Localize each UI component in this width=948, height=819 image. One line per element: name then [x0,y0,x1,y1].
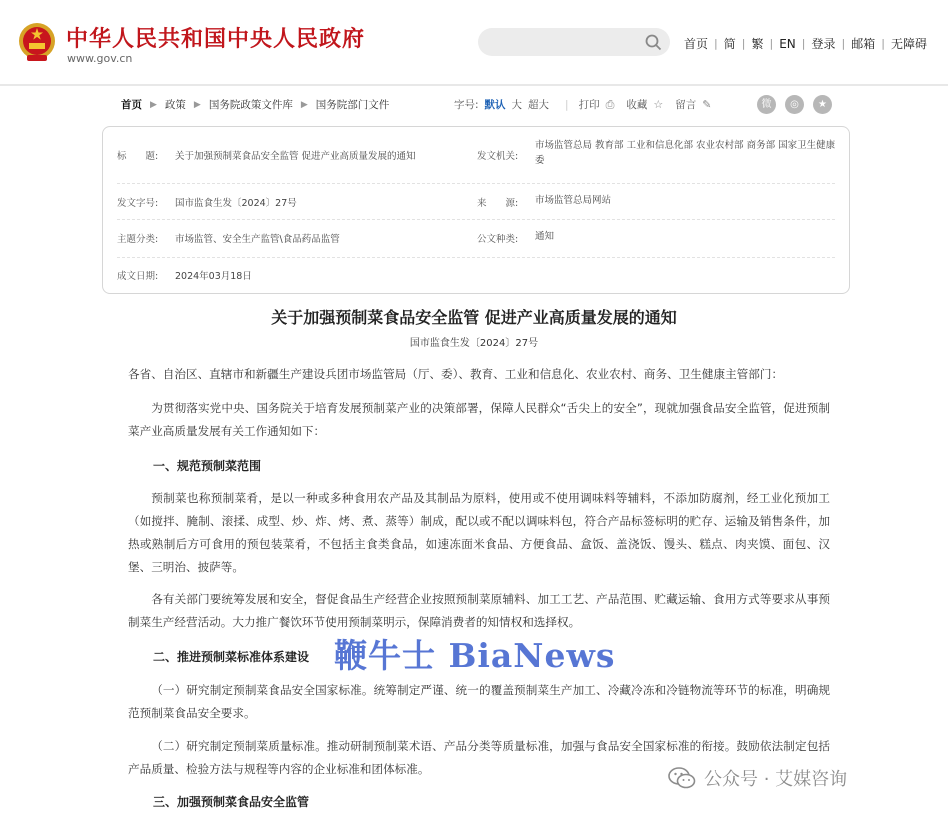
nav-english[interactable]: EN [779,36,796,51]
wechat-account-label: 公众号 · 艾媒咨询 [704,769,848,790]
document-info-box [102,126,850,294]
site-header [0,0,948,86]
source-label: 来 源: [477,198,519,209]
nav-login[interactable]: 登录 [811,37,836,51]
site-title[interactable]: 中华人民共和国中央人民政府 [66,26,366,52]
nav-home[interactable]: 首页 [684,37,709,51]
title-label: 标 题: [117,151,159,162]
paragraph-intro: 为贯彻落实党中央、国务院关于培育发展预制菜产业的决策部署，保障人民群众“舌尖上的安全”，现就加强食品安全监管，促进预制菜产业高质量发展有关工作通知如下： [128,401,830,438]
breadcrumb-dept-docs[interactable]: 国务院部门文件 [315,99,390,111]
article-toolbar [454,97,724,112]
info-row [117,257,835,293]
doctype-value: 通知 [535,231,555,242]
issuer-label: 发文机关: [477,151,519,162]
chevron-right-icon: ▶ [300,99,308,110]
paragraph-departments: 各有关部门要统筹发展和安全，督促食品生产经营企业按照预制菜原辅料、加工工艺、产品范围、贮藏运输、食用方式等要求从事预制菜生产经营活动。大力推广餐饮环节使用预制菜明示，保障消费者的知情权和选择权。 [128,592,830,629]
topic-value: 市场监管、安全生产监管\食品药品监管 [175,234,340,245]
favorite-button[interactable]: 收藏 [626,99,648,111]
weibo-share-icon[interactable]: 微 [757,95,776,114]
docno-label: 发文字号: [117,198,159,209]
font-size-label: 字号: [454,99,479,111]
wechat-icon [668,767,696,789]
nav-divider: | [714,37,718,50]
topic-label: 主题分类: [117,234,159,245]
info-row [117,127,835,184]
wechat-account-watermark [668,765,847,791]
document-number: 国市监食生发〔2024〕27号 [409,338,539,349]
search-input[interactable] [478,28,670,56]
nav-divider: | [841,37,846,50]
toolbar-divider: | [565,98,569,111]
font-size-default[interactable]: 默认 [484,99,506,111]
issuer-value: 市场监管总局 教育部 工业和信息化部 农业农村部 商务部 国家卫生健康委 [535,140,836,166]
nav-simplified[interactable]: 简 [723,37,736,51]
star-outline-icon[interactable]: ☆ [653,98,664,111]
info-row [117,183,835,220]
bianews-watermark: 鞭牛士 BiaNews [334,636,616,675]
print-button[interactable]: 打印 [578,99,600,111]
breadcrumb-policy[interactable]: 政策 [164,99,186,111]
font-size-xlarge[interactable]: 超大 [528,99,550,111]
title-value: 关于加强预制菜食品安全监管 促进产业高质量发展的通知 [175,151,416,162]
source-value: 市场监管总局网站 [535,195,612,206]
paragraph-standard-1: （一）研究制定预制菜食品安全国家标准。统筹制定严谨、统一的覆盖预制菜生产加工、冷藏冷冻和冷链物流等环节的标准，明确规范预制菜食品安全要求。 [128,683,830,720]
paragraph-definition: 预制菜也称预制菜肴，是以一种或多种食用农产品及其制品为原料，使用或不使用调味料等辅料，不添加防腐剂，经工业化预加工（如搅拌、腌制、滚揉、成型、炒、炸、烤、煮、蒸等）制成，配以或不配以调味料包，符合产品标签标明的贮存、运输及销售条件，加热或熟制后方可食用的预包装菜肴，不包括主食类食品，如速冻面米食品、方便食品、盒饭、盖浇饭、馒头、糕点、肉夹馍、面包、汉堡、三明治、披萨等。 [128,491,830,574]
chevron-right-icon: ▶ [150,99,157,110]
nav-mail[interactable]: 邮箱 [851,37,876,51]
breadcrumb-home[interactable]: 首页 [121,99,142,111]
doctype-label: 公文种类: [477,234,519,245]
document-title: 关于加强预制菜食品安全监管 促进产业高质量发展的通知 [271,308,677,327]
breadcrumb [121,97,389,112]
info-row [117,219,835,258]
section-heading-2: 二、推进预制菜标准体系建设 [153,650,310,664]
pencil-icon[interactable]: ✎ [702,98,712,111]
national-emblem-icon[interactable] [17,21,57,63]
nav-divider: | [801,37,806,50]
nav-divider: | [881,37,885,50]
nav-accessibility[interactable]: 无障碍 [890,37,927,51]
section-heading-3: 三、加强预制菜食品安全监管 [153,795,310,809]
date-value: 2024年03月18日 [175,271,252,282]
site-url[interactable]: www.gov.cn [67,52,133,65]
nav-divider: | [741,37,746,50]
paragraph-address: 各省、自治区、直辖市和新疆生产建设兵团市场监管局（厅、委）、教育、工业和信息化、农业农村、商务、卫生健康主管部门： [128,367,784,381]
breadcrumb-policy-library[interactable]: 国务院政策文件库 [208,99,293,111]
font-size-large[interactable]: 大 [511,99,523,111]
star-share-icon[interactable]: ★ [813,95,832,114]
nav-divider: | [769,37,774,50]
comment-button[interactable]: 留言 [675,99,697,111]
docno-value: 国市监食生发〔2024〕27号 [175,198,297,209]
paragraph-standard-2: （二）研究制定预制菜质量标准。推动研制预制菜术语、产品分类等质量标准，加强与食品安全国家标准的衔接。鼓励依法制定包括产品质量、检验方法与规程等内容的企业标准和团体标准。 [128,739,830,776]
printer-icon[interactable]: ⎙ [605,97,615,111]
section-heading-1: 一、规范预制菜范围 [153,459,262,473]
nav-traditional[interactable]: 繁 [751,37,764,51]
chevron-right-icon: ▶ [193,99,201,110]
top-nav [684,35,927,52]
date-label: 成文日期: [117,271,159,282]
search-icon[interactable] [645,34,662,51]
wechat-share-icon[interactable]: ◎ [785,95,804,114]
